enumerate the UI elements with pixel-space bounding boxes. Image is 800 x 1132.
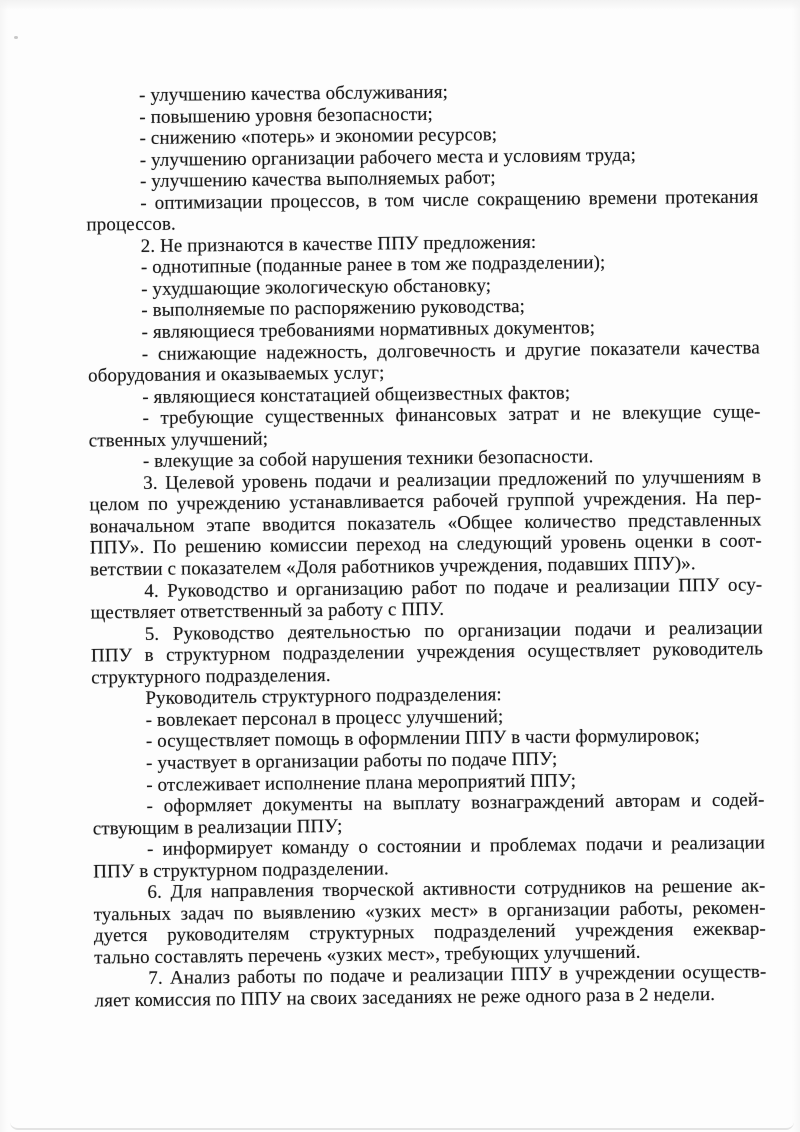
text-line: ППУ в структурном подразделении.	[93, 858, 389, 883]
text-line: 2. Не признаются в качестве ППУ предложения:	[140, 231, 537, 257]
text-line: ветствии с показателем «Доля работников учреждения, подавших ППУ)».	[89, 553, 696, 581]
text-line: - улучшению качества обслуживания;	[139, 81, 449, 106]
text-line: - вовлекает персонал в процесс улучшений;	[145, 706, 504, 731]
text-line: - оформляет документы на выплату вознаграждений авторам и содей-	[146, 789, 765, 817]
text-line: - информирует команду о состоянии и проблемах подачи и реализации	[146, 832, 766, 861]
text-line: 7. Анализ работы по подаче и реализации ППУ в учреждении осуществ-	[148, 961, 767, 990]
text-line: ствующим в реализации ППУ;	[92, 815, 343, 840]
text-line: - ухудшающие экологическую обстановку;	[141, 275, 492, 300]
text-line: Руководитель структурного подразделения:	[145, 684, 502, 710]
text-line: туальных задач по выявлению «узких мест» в организации работы, рекомен-	[93, 897, 766, 926]
text-line: тально составлять перечень «узких мест», требующих улучшений.	[94, 941, 641, 969]
text-line: - улучшению организации рабочего места и условиям труда;	[139, 144, 637, 171]
text-line: оборудования и оказываемых услуг;	[87, 362, 385, 387]
text-line: - снижению «потерь» и экономии ресурсов;	[139, 124, 498, 150]
text-line: процессов.	[86, 213, 176, 236]
text-line: ляет комиссия по ППУ на своих заседаниях не реже одного раза в 2 недели.	[94, 983, 716, 1012]
text-line: 5. Руководство деятельностью по организации подачи и реализации	[144, 617, 763, 645]
text-line: - являющиеся требованиями нормативных документов;	[141, 317, 596, 343]
scan-artifact-speck	[14, 36, 18, 39]
text-line: 3. Целевой уровень подачи и реализации предложений по улучшениям в	[143, 466, 762, 494]
text-line: - оптимизации процессов, в том числе сокращению времени протекания	[140, 186, 759, 214]
scan-edge-shadow-top	[0, 0, 800, 10]
text-line: дуется руководителям структурных подразделений учреждения ежеквар-	[93, 918, 767, 947]
text-line: - участвует в организации работы по подаче ППУ;	[146, 748, 558, 774]
text-line: 4. Руководство и организацию работ по подаче и реализации ППУ осу-	[144, 574, 763, 602]
text-line: ППУ». По решению комиссии переход на следующий уровень оценки в соот-	[89, 530, 762, 559]
scan-edge-shadow-bottom	[10, 1122, 794, 1130]
text-line: воначальном этапе вводится показатель «Общее количество представленных	[89, 509, 762, 538]
text-line: ществляет ответственный за работу с ППУ.	[90, 598, 445, 624]
text-line: - однотипные (поданные ранее в том же подразделении);	[140, 252, 606, 279]
text-line: структурного подразделения.	[91, 664, 331, 689]
text-line: - влекущие за собой нарушения техники безопасности.	[142, 446, 594, 473]
text-line: ППУ в структурном подразделении учреждения осуществляет руководитель	[90, 638, 764, 667]
scan-edge-shadow-right	[792, 0, 800, 1132]
text-line: - являющиеся констатацией общеизвестных фактов;	[142, 382, 571, 408]
text-line: - снижающие надежность, долговечность и другие показатели качества	[141, 337, 760, 365]
text-line: ственных улучшений;	[88, 428, 269, 452]
text-line: - осуществляет помощь в оформлении ППУ в части формулировок;	[145, 725, 700, 753]
text-line: - выполняемые по распоряжению руководства;	[141, 296, 526, 322]
text-line: - повышению уровня безопасности;	[139, 103, 433, 128]
text-line: целом по учреждению устанавливается рабочей группой учреждения. На пер-	[89, 487, 762, 516]
text-line: 6. Для направления творческой активности сотрудников на решение ак-	[147, 875, 766, 904]
text-line: - улучшению качества выполняемых работ;	[139, 167, 496, 193]
scan-edge-shadow-left	[0, 0, 8, 1132]
document-text	[85, 78, 767, 1012]
text-line: - отслеживает исполнение плана мероприятий ППУ;	[146, 769, 577, 796]
text-line: - требующие существенных финансовых затрат и не влекущие суще-	[142, 401, 761, 430]
